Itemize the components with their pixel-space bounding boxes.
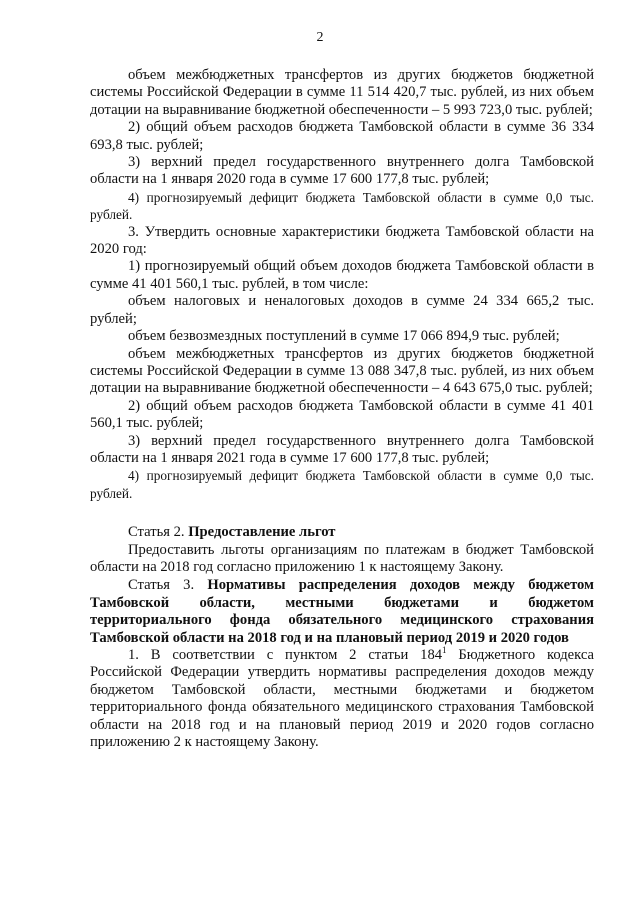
page-number: 2 <box>316 30 324 45</box>
article-2-title: Предоставление льгот <box>188 524 336 541</box>
article-3-item-1 <box>90 647 594 751</box>
article-3-label: Статья 3. <box>128 577 208 594</box>
article-3-heading <box>90 577 594 647</box>
paragraph-expenses-2019: 2) общий объем расходов бюджета Тамбовской области в сумме 36 334 693,8 тыс. рублей; <box>90 119 594 153</box>
document-body <box>90 67 594 751</box>
article-3-title-line: Тамбовской области, местными бюджетами и бюджетом <box>90 594 594 611</box>
article-3-title-line: территориального фонда обязательного медицинского страхования <box>90 612 594 629</box>
paragraph-deficit-2020: 4) прогнозируемый дефицит бюджета Тамбовской области в сумме 0,0 тыс. рублей. <box>90 468 594 501</box>
article-3-item-1-superscript: 1 <box>442 645 447 655</box>
paragraph-tax-revenues-2020: объем налоговых и неналоговых доходов в сумме 24 334 665,2 тыс. рублей; <box>90 293 594 327</box>
article-3-heading-first-line <box>90 577 594 594</box>
paragraph-expenses-2020: 2) общий объем расходов бюджета Тамбовской области в сумме 41 401 560,1 тыс. рублей; <box>90 397 594 432</box>
article-2-label: Статья 2. <box>128 524 189 541</box>
paragraph-revenues-2020: 1) прогнозируемый общий объем доходов бюджета Тамбовской области в сумме 41 401 560,1 тыс. рублей, в том числе: <box>90 258 594 292</box>
paragraph-deficit-2019: 4) прогнозируемый дефицит бюджета Тамбовской области в сумме 0,0 тыс. рублей. <box>90 189 594 223</box>
article-3-item-1-start: 1. В соответствии с пунктом 2 статьи 184 <box>128 647 443 663</box>
paragraph-section-3: 3. Утвердить основные характеристики бюджета Тамбовской области на 2020 год: <box>90 223 594 258</box>
paragraph-debt-2019: 3) верхний предел государственного внутреннего долга Тамбовской области на 1 января 2020 года в сумме 17 600 177,8 тыс. рублей; <box>90 154 594 188</box>
article-2-text: Предоставить льготы организациям по платежам в бюджет Тамбовской области на 2018 год согласно приложению 1 к настоящему Закону. <box>90 541 594 575</box>
paragraph-transfers-2020: объем межбюджетных трансфертов из других бюджетов бюджетной системы Российской Федерации в сумме 13 088 347,8 тыс. рублей, из них объем дотации на выравнивание бюджетной обеспеченности – 4 643 675,0 тыс. рублей; <box>90 345 594 397</box>
paragraph-grants-2020: объем безвозмездных поступлений в сумме 17 066 894,9 тыс. рублей; <box>128 328 560 345</box>
article-2-heading <box>90 524 594 541</box>
paragraph-transfers-2019: объем межбюджетных трансфертов из других бюджетов бюджетной системы Российской Федерации в сумме 11 514 420,7 тыс. рублей, из них объем дотации на выравнивание бюджетной обеспеченности – 5 993 723,0 тыс. рублей; <box>90 67 594 118</box>
article-3-title-line: Тамбовской области на 2018 год и на плановый период 2019 и 2020 годов <box>90 629 569 646</box>
paragraph-debt-2020: 3) верхний предел государственного внутреннего долга Тамбовской области на 1 января 2021 года в сумме 17 600 177,8 тыс. рублей; <box>90 432 594 466</box>
article-3-item-1-rest: Бюджетного кодекса Российской Федерации утвердить нормативы распределения доходов между бюджетом Тамбовской области, местными бюджетами и бюджетом территориального фонда обязательного медицинского страхования Тамбовской области на 2018 год и на плановый период 2019 и 2020 годов согласно приложению 2 к настоящему Закону. <box>90 647 594 751</box>
article-3-title-first: Нормативы распределения доходов между бюджетом <box>207 577 594 594</box>
